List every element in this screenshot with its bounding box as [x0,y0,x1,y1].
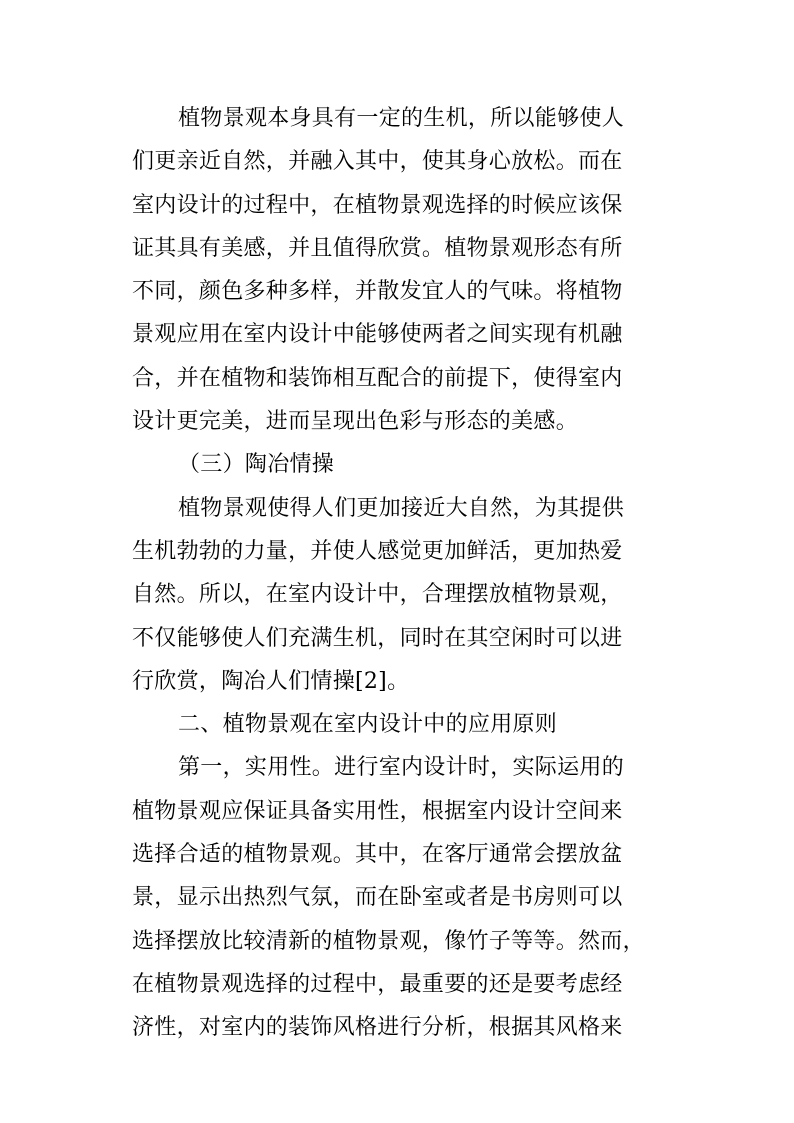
text-line: 第一，实用性。进行室内设计时，实际运用的 [178,755,625,781]
text-line: 植物景观应保证具备实用性，根据室内设计空间来 [132,798,623,824]
text-line: 不同，颜色多种多样，并散发宜人的气味。将植物 [132,279,623,305]
text-line: 植物景观本身具有一定的生机，所以能够使人 [178,106,625,131]
paragraph-2 [132,487,662,703]
text-line: 合，并在植物和装饰相互配合的前提下，使得室内 [132,365,623,391]
text-line: 在植物景观选择的过程中，最重要的还是要考虑经 [132,971,623,997]
paragraph-3 [132,746,662,1049]
text-line: 选择合适的植物景观。其中，在客厅通常会摆放盆 [132,842,623,868]
text-line: 证其具有美感，并且值得欣赏。植物景观形态有所 [132,235,623,261]
text-line: 济性，对室内的装饰风格进行分析，根据其风格来 [132,1015,623,1041]
text-line: 植物景观使得人们更加接近大自然，为其提供 [178,495,625,521]
subsection-heading: （三）陶冶情操 [178,452,335,478]
section-heading: 二、植物景观在室内设计中的应用原则 [178,712,558,738]
text-line: 生机勃勃的力量，并使人感觉更加鲜活，更加热爱 [132,538,623,564]
paragraph-1 [132,97,662,443]
text-line: 行欣赏，陶冶人们情操[2]。 [132,668,410,694]
document-page [132,97,662,1050]
text-line: 景观应用在室内设计中能够使两者之间实现有机融 [132,322,623,348]
text-line: 景，显示出热烈气氛，而在卧室或者是书房则可以 [132,885,623,911]
text-line: 选择摆放比较清新的植物景观，像竹子等等。然而， [132,928,645,954]
text-line: 不仅能够使人们充满生机，同时在其空闲时可以进 [132,625,623,651]
text-line: 室内设计的过程中，在植物景观选择的时候应该保 [132,192,623,218]
text-line: 们更亲近自然，并融入其中，使其身心放松。而在 [132,149,623,175]
text-line: 设计更完美，进而呈现出色彩与形态的美感。 [132,409,579,435]
text-line: 自然。所以，在室内设计中，合理摆放植物景观， [132,582,623,608]
